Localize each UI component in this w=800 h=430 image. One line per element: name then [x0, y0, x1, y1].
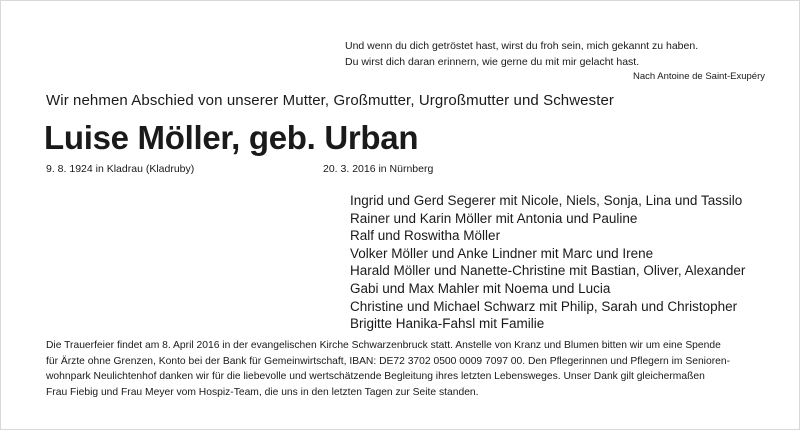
deceased-name: Luise Möller, geb. Urban [44, 119, 419, 156]
funeral-notice [46, 338, 786, 400]
family-member: Harald Möller und Nanette-Christine mit Bastian, Oliver, Alexander [350, 263, 746, 279]
family-member: Christine und Michael Schwarz mit Philip, Sarah und Christopher [350, 298, 738, 314]
intro-text: Wir nehmen Abschied von unserer Mutter, Großmutter, Urgroßmutter und Schwester [46, 92, 615, 109]
epigraph-quote [345, 38, 765, 84]
family-member: Rainer und Karin Möller mit Antonia und Pauline [350, 210, 638, 226]
notice-line: wohnpark Neulichtenhof danken wir für die liebevolle und wertschätzende Begleitung ihres letzten Lebensweges. Unser Dank gilt gleichermaßen [46, 371, 705, 382]
quote-line: Und wenn du dich getröstet hast, wirst du froh sein, mich gekannt zu haben. [345, 40, 699, 52]
family-member: Gabi und Max Mahler mit Noema und Lucia [350, 280, 611, 296]
quote-line: Du wirst dich daran erinnern, wie gerne du mit mir gelacht hast. [345, 56, 640, 68]
family-member: Brigitte Hanika-Fahsl mit Familie [350, 316, 545, 332]
death-date: 20. 3. 2016 in Nürnberg [323, 163, 434, 175]
birth-date: 9. 8. 1924 in Kladrau (Kladruby) [46, 163, 195, 175]
family-member: Volker Möller und Anke Lindner mit Marc und Irene [350, 245, 654, 261]
family-list [350, 192, 745, 333]
notice-line: für Ärzte ohne Grenzen, Konto bei der Bank für Gemeinwirtschaft, IBAN: DE72 3702 0500 0009 7097 00. Den Pflegerinnen und Pflegern im Senioren- [46, 355, 731, 367]
notice-line: Frau Fiebig und Frau Meyer vom Hospiz-Team, die uns in den letzten Tagen zur Seite standen. [46, 386, 479, 398]
notice-line: Die Trauerfeier findet am 8. April 2016 in der evangelischen Kirche Schwarzenbruck statt. Anstelle von Kranz und Blumen bitten wir um eine Spende [46, 340, 721, 351]
family-member: Ralf und Roswitha Möller [350, 228, 501, 244]
quote-author: Nach Antoine de Saint-Exupéry [632, 71, 765, 82]
family-member: Ingrid und Gerd Segerer mit Nicole, Niels, Sonja, Lina und Tassilo [350, 193, 743, 208]
